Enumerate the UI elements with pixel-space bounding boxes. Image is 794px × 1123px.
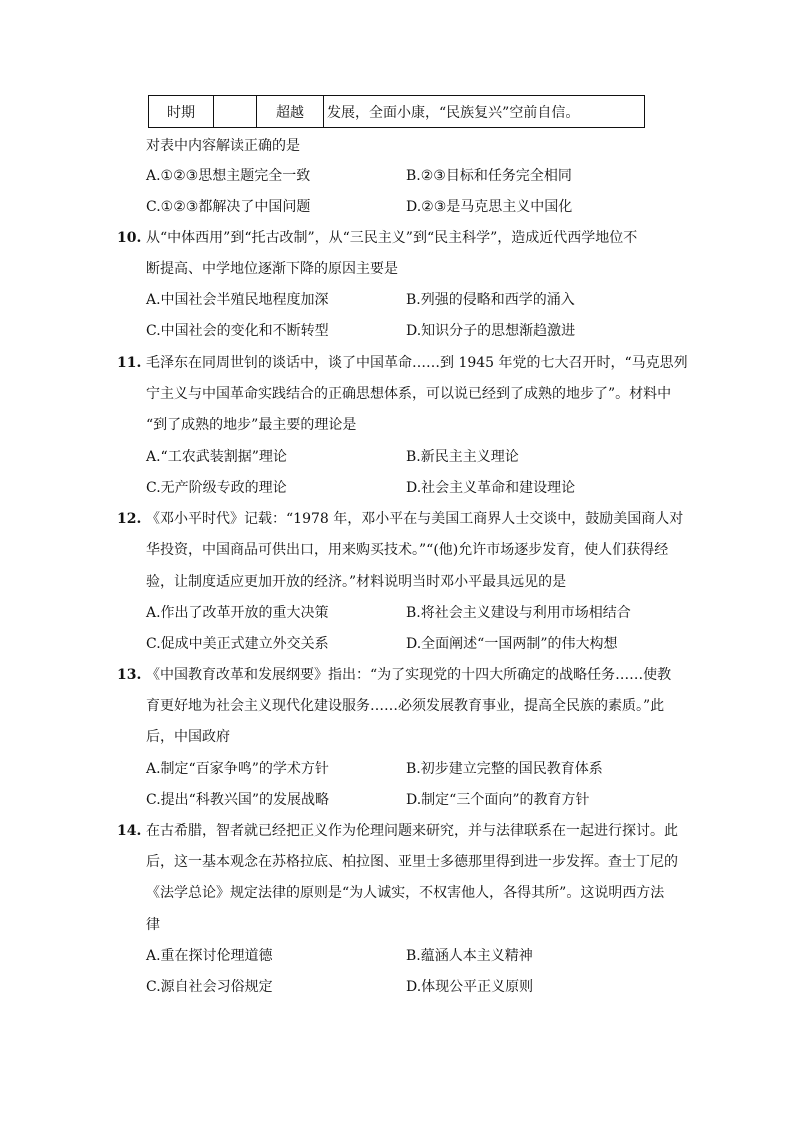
q10-stem-line: 断提高、中学地位逐渐下降的原因主要是 xyxy=(146,261,398,277)
q9-option-d: D.②③是马克思主义中国化 xyxy=(406,199,573,215)
q10-option-c: C.中国社会的变化和不断转型 xyxy=(146,323,329,339)
q9-option-b: B.②③目标和任务完全相同 xyxy=(406,168,572,184)
q13-option-a: A.制定“百家争鸣”的学术方针 xyxy=(146,761,329,777)
q14-number: 14. xyxy=(117,823,142,839)
q12-stem-line: 华投资，中国商品可供出口，用来购买技术。”“(他)允许市场逐步发育，使人们获得经 xyxy=(146,542,669,558)
q11-stem-line: 宁主义与中国革命实践结合的正确思想体系，可以说已经到了成熟的地步了”。材料中 xyxy=(146,386,672,402)
q12-option-b: B.将社会主义建设与利用市场相结合 xyxy=(406,605,631,621)
q11-option-b: B.新民主主义理论 xyxy=(406,449,519,465)
q13-stem-line: 后，中国政府 xyxy=(146,729,230,745)
q10-option-d: D.知识分子的思想渐趋激进 xyxy=(406,323,576,339)
q11-number: 11. xyxy=(117,355,142,371)
table-cell-empty xyxy=(214,96,257,128)
q11-option-c: C.无产阶级专政的理论 xyxy=(146,480,287,496)
q14-stem-line: 后，这一基本观念在苏格拉底、柏拉图、亚里士多德那里得到进一步发挥。查士丁尼的 xyxy=(146,854,678,870)
q14-option-a: A.重在探讨伦理道德 xyxy=(146,948,273,964)
q11-option-d: D.社会主义革命和建设理论 xyxy=(406,480,576,496)
table-cell-description: 发展，全面小康，“民族复兴”空前自信。 xyxy=(324,96,645,128)
comparison-table-fragment xyxy=(148,95,645,128)
q12-option-c: C.促成中美正式建立外交关系 xyxy=(146,636,329,652)
q9-stem: 对表中内容解读正确的是 xyxy=(146,138,300,154)
q12-stem-line: 《邓小平时代》记载：“1978 年，邓小平在与美国工商界人士交谈中，鼓励美国商人对 xyxy=(146,511,684,527)
q14-option-c: C.源自社会习俗规定 xyxy=(146,979,273,995)
q14-option-b: B.蕴涵人本主义精神 xyxy=(406,948,533,964)
q10-option-a: A.中国社会半殖民地程度加深 xyxy=(146,292,329,308)
q11-stem-line: 毛泽东在同周世钊的谈话中，谈了中国革命……到 1945 年党的七大召开时，“马克思列 xyxy=(146,355,688,371)
q14-stem-line: 《法学总论》规定法律的原则是“为人诚实，不权害他人，各得其所”。这说明西方法 xyxy=(146,885,665,901)
q10-option-b: B.列强的侵略和西学的涌入 xyxy=(406,292,575,308)
q12-stem-line: 验，让制度适应更加开放的经济。”材料说明当时邓小平最具远见的是 xyxy=(146,574,567,590)
q13-option-d: D.制定“三个面向”的教育方针 xyxy=(406,792,590,808)
q13-stem-line: 《中国教育改革和发展纲要》指出：“为了实现党的十四大所确定的战略任务……使教 xyxy=(146,667,672,683)
q11-option-a: A.“工农武装割据”理论 xyxy=(146,449,287,465)
table-cell-period: 时期 xyxy=(149,96,214,128)
q9-option-c: C.①②③都解决了中国问题 xyxy=(146,199,311,215)
q14-option-d: D.体现公平正义原则 xyxy=(406,979,534,995)
q10-stem-line: 从“中体西用”到“托古改制”，从“三民主义”到“民主科学”，造成近代西学地位不 xyxy=(146,230,638,246)
q14-stem-line: 律 xyxy=(146,917,160,933)
q13-stem-line: 育更好地为社会主义现代化建设服务……必须发展教育事业，提高全民族的素质。”此 xyxy=(146,698,665,714)
table-row xyxy=(149,96,645,128)
q14-stem-line: 在古希腊，智者就已经把正义作为伦理问题来研究，并与法律联系在一起进行探讨。此 xyxy=(146,823,678,839)
q12-number: 12. xyxy=(117,511,142,527)
q13-option-b: B.初步建立完整的国民教育体系 xyxy=(406,761,603,777)
q13-option-c: C.提出“科教兴国”的发展战略 xyxy=(146,792,329,808)
q12-option-a: A.作出了改革开放的重大决策 xyxy=(146,605,329,621)
table-cell-surpass: 超越 xyxy=(257,96,324,128)
q9-option-a: A.①②③思想主题完全一致 xyxy=(146,168,311,184)
q11-stem-line: “到了成熟的地步”最主要的理论是 xyxy=(146,417,357,433)
q10-number: 10. xyxy=(117,230,142,246)
q13-number: 13. xyxy=(117,667,142,683)
q12-option-d: D.全面阐述“一国两制”的伟大构想 xyxy=(406,636,618,652)
